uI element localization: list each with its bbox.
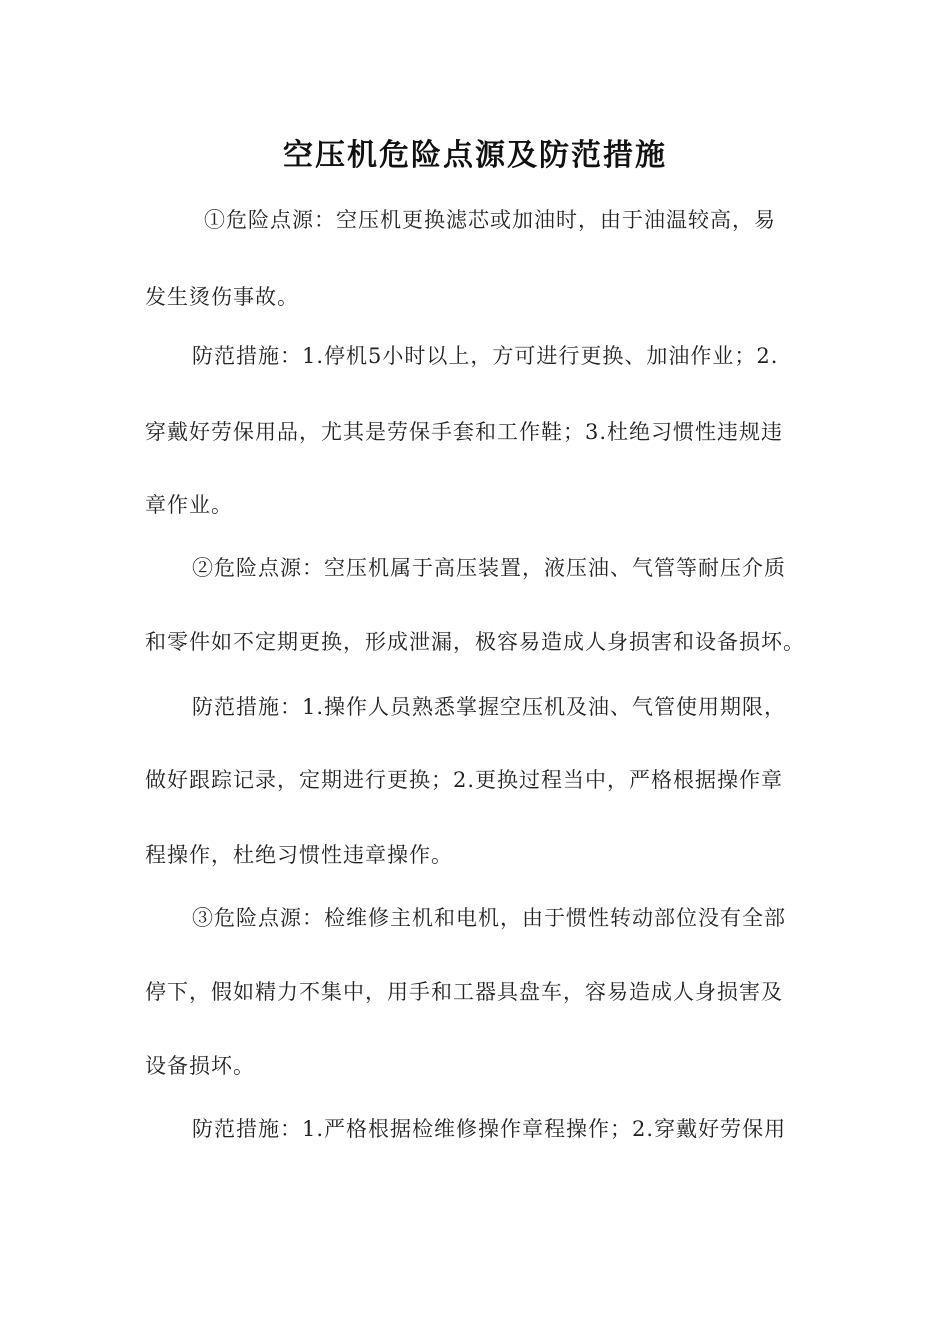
text-line: 和零件如不定期更换，形成泄漏，极容易造成人身损害和设备损坏。 — [145, 630, 805, 654]
text-line: 防范措施：1.停机5小时以上，方可进行更换、加油作业；2. — [192, 344, 779, 368]
document-title: 空压机危险点源及防范措施 — [283, 138, 667, 173]
text-line: 穿戴好劳保用品，尤其是劳保手套和工作鞋；3.杜绝习惯性违规违 — [145, 420, 784, 444]
text-line: 做好跟踪记录，定期进行更换；2.更换过程当中，严格根据操作章 — [145, 768, 784, 792]
text-line: 发生烫伤事故。 — [145, 285, 299, 309]
text-line: ②危险点源：空压机属于高压装置，液压油、气管等耐压介质 — [192, 556, 786, 580]
text-line: 停下，假如精力不集中，用手和工器具盘车，容易造成人身损害及 — [145, 980, 783, 1004]
text-line: ③危险点源：检维修主机和电机，由于惯性转动部位没有全部 — [192, 906, 786, 930]
text-line: 章作业。 — [145, 493, 233, 517]
text-line: 防范措施：1.操作人员熟悉掌握空压机及油、气管使用期限， — [192, 695, 787, 719]
text-line: ①危险点源：空压机更换滤芯或加油时，由于油温较高，易 — [204, 208, 776, 232]
text-line: 防范措施：1.严格根据检维修操作章程操作；2.穿戴好劳保用 — [192, 1117, 787, 1141]
text-line: 设备损坏。 — [145, 1054, 255, 1078]
text-line: 程操作，杜绝习惯性违章操作。 — [145, 843, 453, 867]
